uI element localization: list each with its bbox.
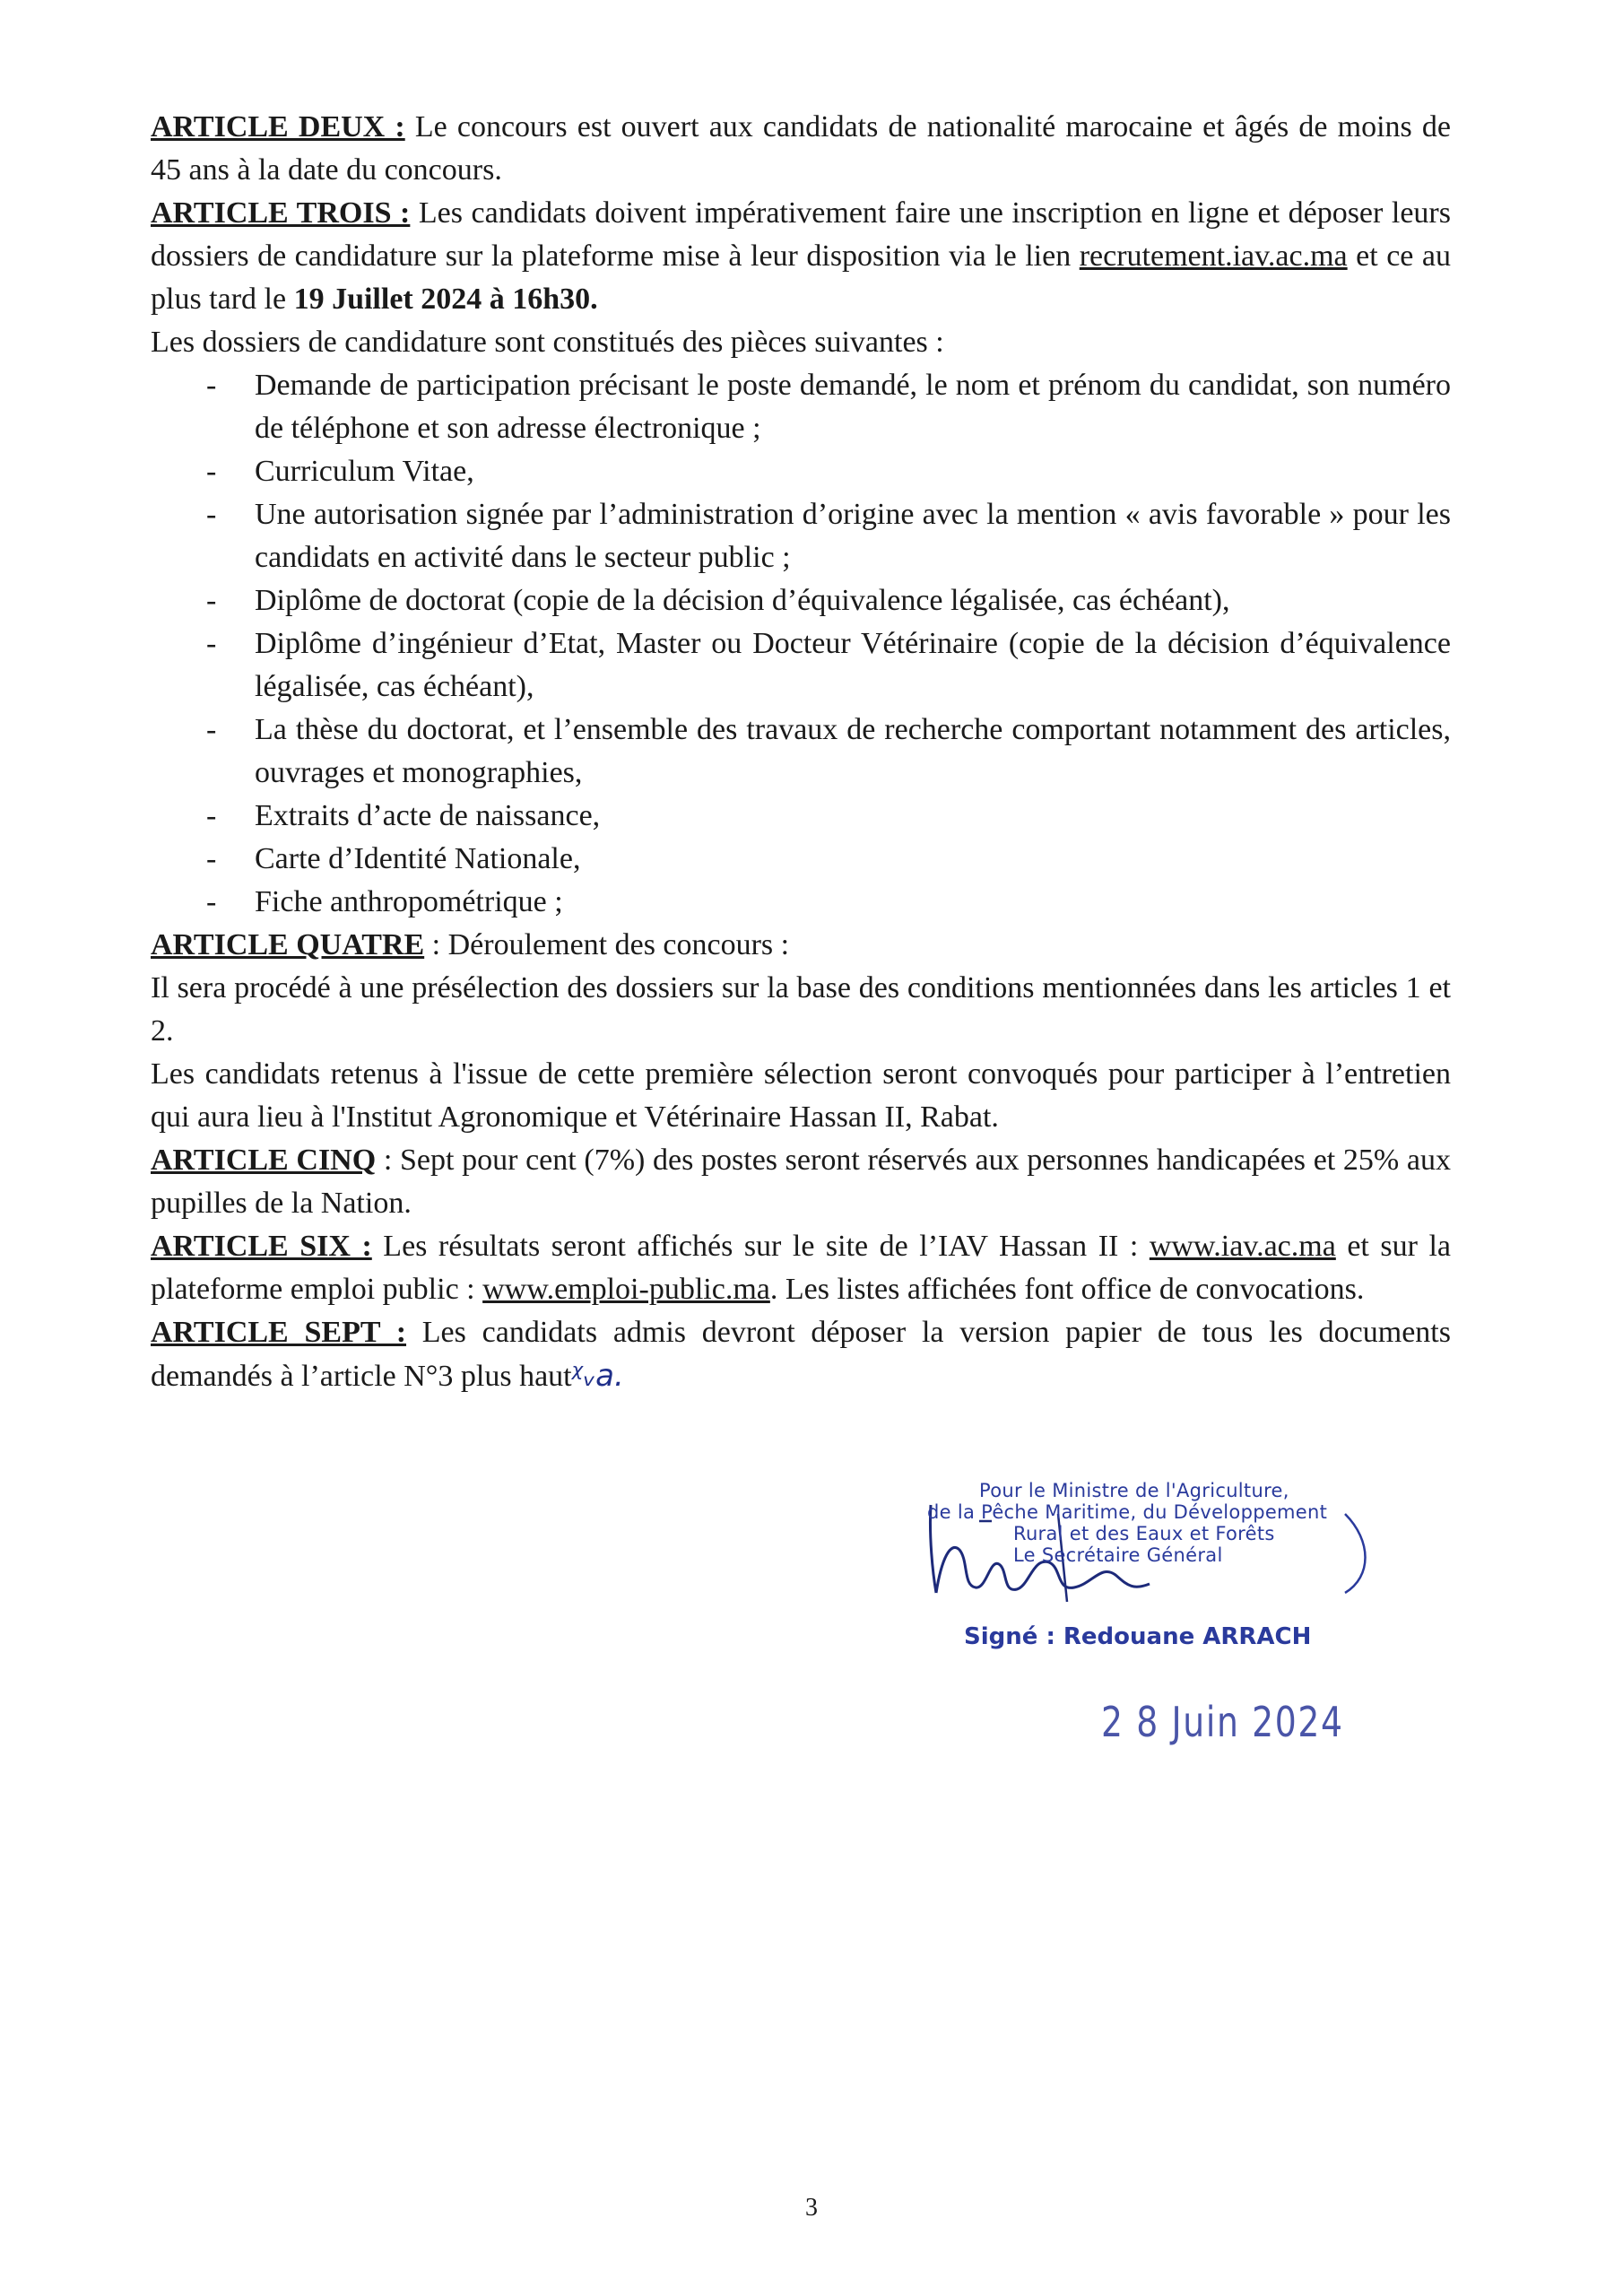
pieces-list — [151, 364, 1451, 924]
stamp-line-1: Pour le Ministre de l'Agriculture, — [979, 1480, 1289, 1501]
iav-link[interactable]: www.iav.ac.ma — [1149, 1230, 1336, 1263]
list-dash: - — [206, 885, 217, 918]
list-dash: - — [206, 498, 217, 531]
list-dash: - — [206, 584, 217, 617]
document-body — [151, 106, 1451, 1398]
list-dash: - — [206, 842, 217, 875]
list-dash: - — [206, 713, 217, 746]
handwritten-initials: ᵡᵥa. — [571, 1358, 624, 1394]
list-dash: - — [206, 369, 217, 402]
emploi-public-link[interactable]: www.emploi-public.ma — [482, 1273, 770, 1306]
page-number: 3 — [805, 2194, 818, 2222]
date-stamp: 2 8 Juin 2024 — [1101, 1698, 1344, 1746]
article-quatre-label: ARTICLE QUATRE — [151, 928, 425, 961]
article-six-text-2: et sur la plateforme emploi public : — [151, 1230, 1451, 1306]
list-item — [206, 881, 1451, 924]
pieces-intro: Les dossiers de candidature sont constitués des pièces suivantes : — [151, 326, 944, 359]
article-sept-text: Les candidats admis devront déposer la version papier de tous les documents demandés à l’article N°3 plus haut — [151, 1316, 1451, 1393]
list-dash: - — [206, 627, 217, 660]
article-trois-text-1: Les candidats doivent impérativement faire une inscription en ligne et déposer leurs dossiers de candidature sur la plateforme mise à leur disposition via le lien — [151, 196, 1451, 273]
list-item-text: Diplôme de doctorat (copie de la décision d’équivalence légalisée, cas échéant), — [255, 584, 1230, 617]
list-item-text: Fiche anthropométrique ; — [255, 885, 563, 918]
list-item-text: Carte d’Identité Nationale, — [255, 842, 581, 875]
list-item — [206, 364, 1451, 450]
deadline-text: 19 Juillet 2024 à 16h30. — [293, 283, 598, 316]
list-item — [206, 838, 1451, 881]
list-item-text: La thèse du doctorat, et l’ensemble des travaux de recherche comportant notamment des articles, ouvrages et monographies, — [255, 713, 1451, 789]
article-trois — [151, 192, 1451, 321]
article-six-label: ARTICLE SIX : — [151, 1230, 372, 1263]
article-cinq-label: ARTICLE CINQ — [151, 1144, 377, 1177]
list-item — [206, 450, 1451, 493]
list-item — [206, 709, 1451, 795]
article-cinq — [151, 1139, 1451, 1225]
list-item — [206, 795, 1451, 838]
article-trois-label: ARTICLE TROIS : — [151, 196, 411, 230]
stamp-line-2: de la Pêche Maritime, du Développement — [927, 1501, 1328, 1523]
list-item-text: Demande de participation précisant le poste demandé, le nom et prénom du candidat, son numéro de téléphone et son adresse électronique ; — [255, 369, 1451, 445]
list-item — [206, 622, 1451, 709]
article-deux-label: ARTICLE DEUX : — [151, 110, 405, 144]
list-item-text: Curriculum Vitae, — [255, 455, 474, 488]
signed-by: Signé : Redouane ARRACH — [964, 1623, 1312, 1650]
article-quatre-heading: : Déroulement des concours : — [424, 928, 790, 961]
recrutement-link[interactable]: recrutement.iav.ac.ma — [1079, 239, 1348, 273]
article-six — [151, 1225, 1451, 1311]
article-quatre-paragraph-1: Il sera procédé à une présélection des dossiers sur la base des conditions mentionnées dans les articles 1 et 2. — [151, 971, 1451, 1048]
article-six-text-3: . Les listes affichées font office de convocations. — [769, 1273, 1365, 1306]
article-trois-text-2: et ce au plus tard le — [151, 239, 1451, 316]
article-quatre-paragraph-2: Les candidats retenus à l'issue de cette première sélection seront convoqués pour participer à l’entretien qui aura lieu à l'Institut Agronomique et Vétérinaire Hassan II, Rabat. — [151, 1057, 1451, 1134]
article-deux-text: Le concours est ouvert aux candidats de nationalité marocaine et âgés de moins de 45 ans à la date du concours. — [151, 110, 1451, 187]
article-cinq-text: : Sept pour cent (7%) des postes seront réservés aux personnes handicapées et 25% aux pupilles de la Nation. — [151, 1144, 1451, 1220]
article-six-text-1: Les résultats seront affichés sur le site de l’IAV Hassan II : — [371, 1230, 1150, 1263]
list-dash: - — [206, 799, 217, 832]
list-item — [206, 579, 1451, 622]
article-deux — [151, 106, 1451, 192]
list-item — [206, 493, 1451, 579]
list-item-text: Diplôme d’ingénieur d’Etat, Master ou Docteur Vétérinaire (copie de la décision d’équivalence légalisée, cas échéant), — [255, 627, 1451, 703]
article-quatre — [151, 924, 1451, 967]
stamp-line-3: Rural et des Eaux et Forêts — [1013, 1523, 1275, 1544]
list-dash: - — [206, 455, 217, 488]
list-item-text: Une autorisation signée par l’administration d’origine avec la mention « avis favorable » pour les candidats en activité dans le secteur public ; — [255, 498, 1451, 574]
list-item-text: Extraits d’acte de naissance, — [255, 799, 601, 832]
article-sept — [151, 1311, 1451, 1398]
stamp-line-4: Le Secrétaire Général — [1013, 1544, 1223, 1566]
article-sept-label: ARTICLE SEPT : — [151, 1316, 407, 1349]
